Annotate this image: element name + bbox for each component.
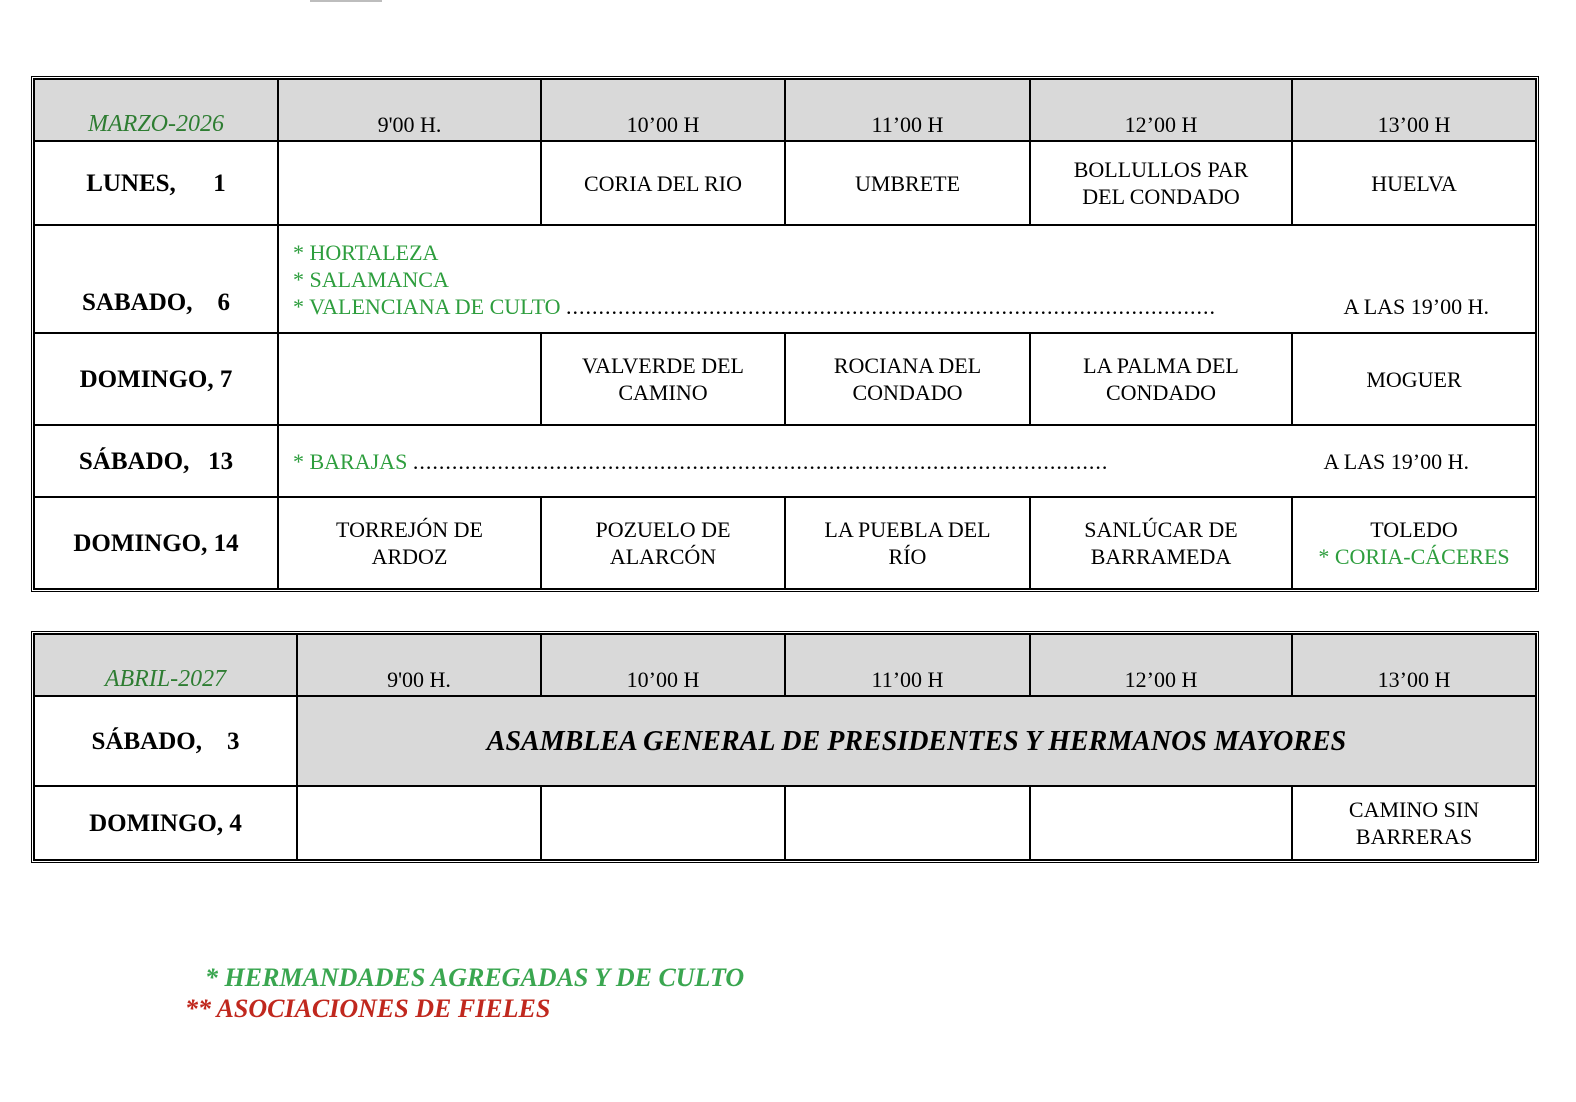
slot-cell: CORIA DEL RIO xyxy=(541,141,785,225)
event-line: * BARAJAS xyxy=(293,448,408,474)
slot-cell: TORREJÓN DE ARDOZ xyxy=(278,497,541,589)
time-header: 10’00 H xyxy=(541,634,785,696)
time-header: 12’00 H xyxy=(1030,79,1292,141)
time-header: 12’00 H xyxy=(1030,634,1292,696)
slot-cell: LA PUEBLA DEL RÍO xyxy=(785,497,1030,589)
event-line: * SALAMANCA xyxy=(293,267,449,292)
dot-leader: ........................................................................................................... xyxy=(412,448,1109,474)
slot-cell: VALVERDE DEL CAMINO xyxy=(541,333,785,425)
legend-asociaciones: ** ASOCIACIONES DE FIELES xyxy=(185,994,551,1023)
day-label: DOMINGO, 4 xyxy=(34,786,297,860)
time-header: 13’00 H xyxy=(1292,634,1536,696)
slot-cell: SANLÚCAR DE BARRAMEDA xyxy=(1030,497,1292,589)
slot-cell: CAMINO SIN BARRERAS xyxy=(1292,786,1536,860)
schedule-row xyxy=(34,141,1536,225)
month-label: MARZO-2026 xyxy=(34,79,278,141)
day-label: SÁBADO, 3 xyxy=(34,696,297,786)
event-time: A LAS 19’00 H. xyxy=(1323,448,1469,474)
slot-text: TOLEDO xyxy=(1370,517,1458,542)
schedule-row xyxy=(34,696,1536,786)
time-header: 13’00 H xyxy=(1292,79,1536,141)
event-time: A LAS 19’00 H. xyxy=(1343,294,1489,319)
slot-cell xyxy=(1292,497,1536,589)
day-label: SABADO, 6 xyxy=(34,225,278,333)
slot-cell: MOGUER xyxy=(1292,333,1536,425)
slot-cell: ROCIANA DEL CONDADO xyxy=(785,333,1030,425)
slot-extra-text: * CORIA-CÁCERES xyxy=(1318,544,1510,569)
assembly-cell: ASAMBLEA GENERAL DE PRESIDENTES Y HERMANOS MAYORES xyxy=(297,696,1536,786)
event-line: * HORTALEZA xyxy=(293,240,439,265)
slot-cell: HUELVA xyxy=(1292,141,1536,225)
slot-cell: LA PALMA DEL CONDADO xyxy=(1030,333,1292,425)
day-label: SÁBADO, 13 xyxy=(34,425,278,497)
legend xyxy=(0,962,744,1024)
month-label: ABRIL-2027 xyxy=(34,634,297,696)
time-header: 9'00 H. xyxy=(297,634,541,696)
event-span-cell xyxy=(278,425,1536,497)
day-label: DOMINGO, 14 xyxy=(34,497,278,589)
slot-cell xyxy=(297,786,541,860)
slot-cell xyxy=(278,333,541,425)
time-header: 9'00 H. xyxy=(278,79,541,141)
event-span-cell xyxy=(278,225,1536,333)
april-schedule-table xyxy=(31,631,1539,863)
slot-cell: UMBRETE xyxy=(785,141,1030,225)
slot-cell xyxy=(1030,786,1292,860)
schedule-row xyxy=(34,333,1536,425)
time-header: 11’00 H xyxy=(785,79,1030,141)
schedule-row xyxy=(34,786,1536,860)
event-line: * VALENCIANA DE CULTO xyxy=(293,294,561,319)
time-header: 11’00 H xyxy=(785,634,1030,696)
schedule-row xyxy=(34,425,1536,497)
slot-cell xyxy=(785,786,1030,860)
march-schedule-table xyxy=(31,76,1539,592)
slot-cell: POZUELO DE ALARCÓN xyxy=(541,497,785,589)
schedule-row xyxy=(34,225,1536,333)
slot-cell xyxy=(541,786,785,860)
slot-cell xyxy=(278,141,541,225)
event-line-with-time xyxy=(293,293,1535,320)
dot-leader: .................................................................................................... xyxy=(566,294,1216,319)
time-header: 10’00 H xyxy=(541,79,785,141)
schedule-row xyxy=(34,497,1536,589)
slot-cell: BOLLULLOS PAR DEL CONDADO xyxy=(1030,141,1292,225)
day-label: DOMINGO, 7 xyxy=(34,333,278,425)
legend-agregadas: * HERMANDADES AGREGADAS Y DE CULTO xyxy=(205,963,745,992)
top-rule xyxy=(310,0,382,2)
march-header-row xyxy=(34,79,1536,141)
april-header-row xyxy=(34,634,1536,696)
day-label: LUNES, 1 xyxy=(34,141,278,225)
